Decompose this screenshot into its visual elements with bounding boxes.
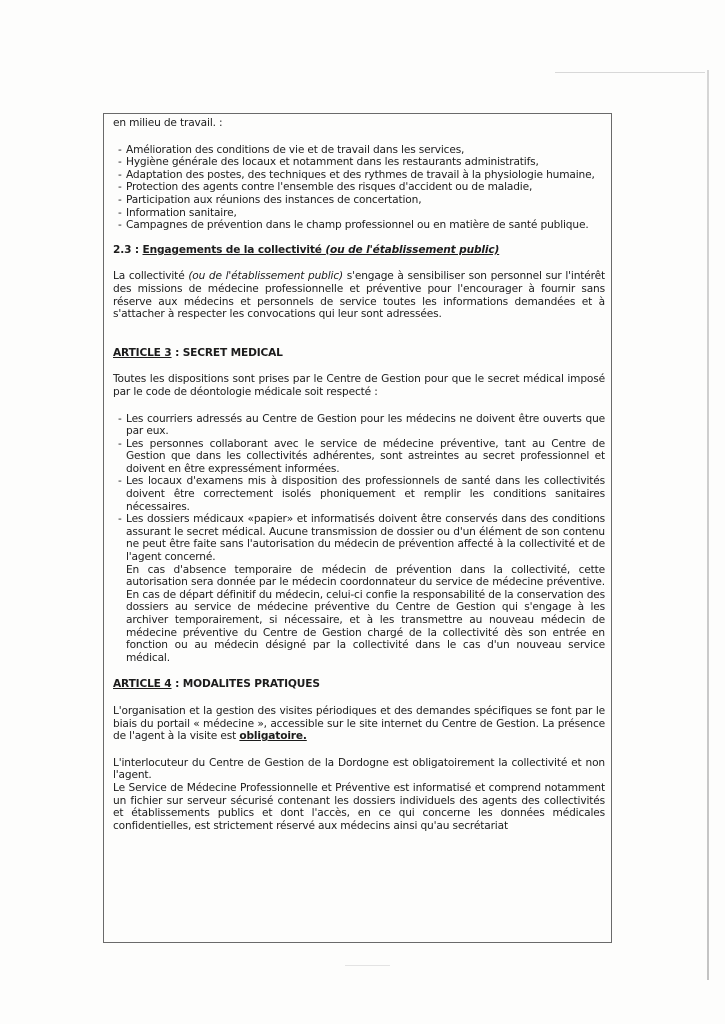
page-edge-line [707, 70, 709, 980]
article-3-intro: Toutes les dispositions sont prises par le Centre de Gestion pour que le secret médical imposé par le code de déontologie médicale soit respecté : [113, 373, 605, 398]
list-item: - Campagnes de prévention dans le champ professionnel ou en matière de santé publique. [118, 219, 605, 232]
list-item: - Les courriers adressés au Centre de Gestion pour les médecins ne doivent être ouverts que par eux. [118, 413, 605, 438]
section-heading-2-3: 2.3 : Engagements de la collectivité (ou de l'établissement public) [113, 243, 500, 256]
missions-list [113, 144, 605, 232]
article-4-para-1: L'organisation et la gestion des visites périodiques et des demandes spécifiques se font par le biais du portail « médecine », accessible sur le site internet du Centre de Gestion. La présence de l'agent à la visite est obligatoire. [113, 704, 605, 743]
list-item: - Protection des agents contre l'ensemble des risques d'accident ou de maladie, [118, 181, 605, 194]
article-4-heading: ARTICLE 4 : MODALITES PRATIQUES [113, 678, 320, 691]
list-item: - Information sanitaire, [118, 207, 605, 220]
article-3-heading: ARTICLE 3 : SECRET MEDICAL [113, 346, 283, 359]
list-item: - Les personnes collaborant avec le service de médecine préventive, tant au Centre de Gestion que dans les collectivités adhérentes, sont astreintes au secret professionnel et doivent en être expressément informées. [118, 438, 605, 476]
article-3-continuation: En cas d'absence temporaire de médecin de prévention dans la collectivité, cette autorisation sera donnée par le médecin coordonnateur du service de médecine préventive. En cas de départ définitif du médecin, celui-ci confie la responsabilité de la conservation des dossiers au service de médecine préventive du Centre de Gestion qui s'engage à les archiver temporairement, si nécessaire, et à les transmettre au nouveau médecin de médecine préventive du Centre de Gestion chargé de la collectivité dès son entrée en fonction ou au médecin désigné par la collectivité dans le cas d'un nouveau service médical. [126, 563, 605, 664]
page-footer-mark [345, 965, 390, 966]
obligatoire-emphasis: obligatoire. [239, 730, 307, 743]
list-item: - Les dossiers médicaux «papier» et informatisés doivent être conservés dans des conditions assurant le secret médical. Aucune transmission de dossier ou d'un élément de son contenu ne peut être faite sans l'autorisation du médecin de prévention affecté à la collectivité et de l'agent concerné. En cas d'absence temporaire de médecin de prévention dans la collectivité, cette autorisation sera donnée par le médecin coordonnateur du service de médecine préventive. En cas de départ définitif du médecin, celui-ci confie la responsabilité de la conservation des dossiers au service de médecine préventive du Centre de Gestion qui s'engage à les archiver temporairement, si nécessaire, et à les transmettre au nouveau médecin de médecine préventive du Centre de Gestion chargé de la collectivité dès son entrée en fonction ou au médecin désigné par la collectivité dans le cas d'un nouveau service médical. [118, 513, 605, 664]
article-4-para-3: Le Service de Médecine Professionnelle et Préventive est informatisé et comprend notamment un fichier sur serveur sécurisé contenant les dossiers individuels des agents des collectivités et établissements publics et dont l'accès, en ce qui concerne les données médicales confidentielles, est strictement réservé aux médecins ainsi qu'au secrétariat [113, 781, 605, 832]
article-4-para-2: L'interlocuteur du Centre de Gestion de la Dordogne est obligatoirement la collectivité et non l'agent. [113, 756, 605, 782]
scan-artifact-rule [555, 72, 705, 73]
list-item: - Amélioration des conditions de vie et de travail dans les services, [118, 144, 605, 157]
list-item: - Participation aux réunions des instances de concertation, [118, 194, 605, 207]
list-item: - Les locaux d'examens mis à disposition des professionnels de santé dans les collectivités doivent être correctement isolés phoniquement et remplir les conditions sanitaires nécessaires. [118, 475, 605, 513]
section-2-3-body: La collectivité (ou de l'établissement public) s'engage à sensibiliser son personnel sur l'intérêt des missions de médecine professionnelle et préventive pour l'encourager à fournir sans réserve aux médecins et personnels de service toutes les informations demandées et à s'attacher à respecter les convocations qui leur sont adressées. [113, 270, 606, 321]
article-3-list [113, 413, 605, 665]
document-frame [103, 113, 612, 943]
list-item: - Adaptation des postes, des techniques et des rythmes de travail à la physiologie humaine, [118, 169, 605, 182]
intro-line: en milieu de travail. : [113, 117, 223, 129]
list-item: - Hygiène générale des locaux et notamment dans les restaurants administratifs, [118, 156, 605, 169]
